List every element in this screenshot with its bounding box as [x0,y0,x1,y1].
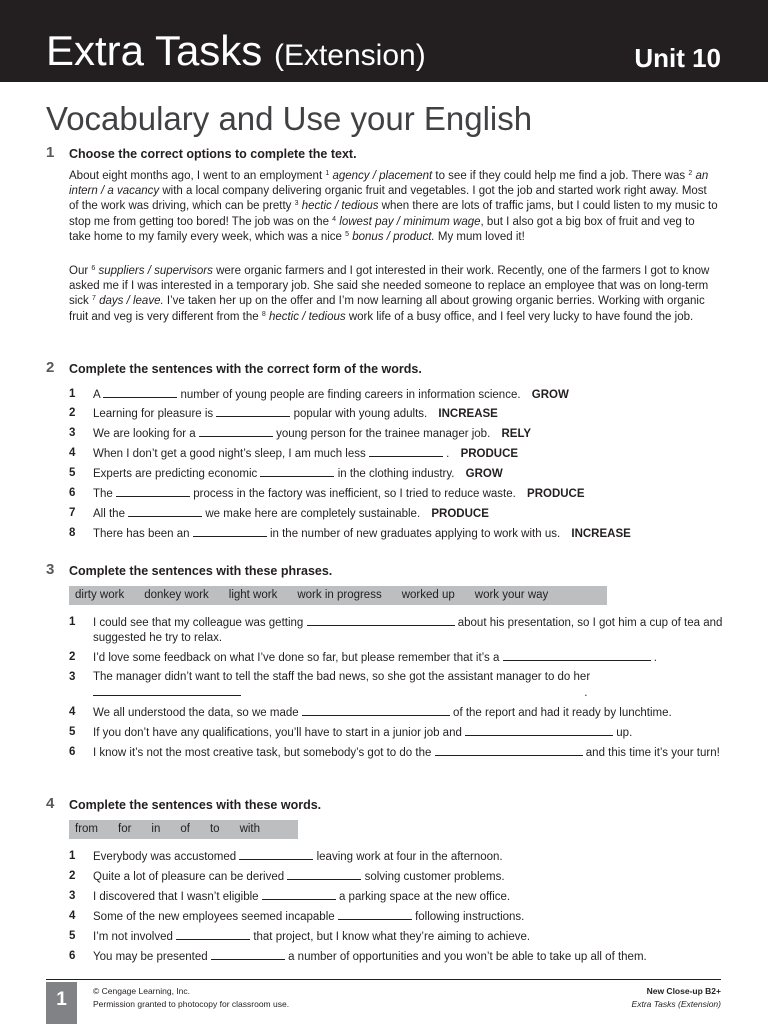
answer-blank[interactable] [216,406,290,417]
answer-blank[interactable] [338,909,412,920]
answer-blank[interactable] [103,387,177,398]
word-option: to [209,823,220,835]
exercise-1-number: 1 [46,144,55,161]
answer-blank[interactable] [287,869,361,880]
phrase-option: light work [228,589,278,601]
root-word: PRODUCE [460,448,519,460]
root-word: PRODUCE [527,488,585,500]
answer-blank[interactable] [262,889,336,900]
answer-blank[interactable] [302,705,450,716]
phrase-option: work in progress [297,589,382,601]
phrase-option: work your way [474,589,549,601]
exercise-2-instruction: Complete the sentences with the correct form of the words. [69,362,422,376]
root-word: PRODUCE [431,508,489,520]
answer-blank[interactable] [128,506,202,517]
exercise-1-paragraph-1: About eight months ago, I went to an employment $^1$ agency / placement to see if they could help me find a job. There was $^2$ an intern / a vacancy with a local company delivering organic fruit and vegetables. I got the job and started work right away. Most of the work was driving, which can be pretty $^3$ hectic / tedious when there are lots of traffic jams, but I could listen to my music to stop me from getting too bored! The job was on the $^4$ lowest pay / minimum wage, but I also got a big box of fruit and veg to take home to my family every week, which was a nice $^5$ bonus / product. My mum loved it! [69,170,718,243]
exercise-2-number: 2 [46,359,55,376]
answer-blank[interactable] [239,849,313,860]
answer-blank[interactable] [465,725,613,736]
book-title: New Close-up B2+ [646,986,721,996]
phrase-option: worked up [401,589,455,601]
root-word: INCREASE [438,408,498,420]
phrase-box [69,586,607,605]
word-option: with [239,823,261,835]
answer-blank[interactable] [193,526,267,537]
phrase-option: dirty work [75,589,125,601]
page-header [0,0,768,82]
answer-blank[interactable] [435,745,583,756]
root-word: RELY [501,428,532,440]
root-word: GROW [465,468,503,480]
word-option: for [118,823,132,835]
word-box [69,820,298,839]
unit-label: Unit 10 [634,43,721,73]
footer-section: Extra Tasks (Extension) [631,999,721,1009]
header-subtitle: (Extension) [273,39,426,72]
answer-blank[interactable] [211,949,285,960]
root-word: GROW [531,389,569,401]
exercise-1-instruction: Choose the correct options to complete the text. [69,147,357,161]
exercise-3-instruction: Complete the sentences with these phrases. [69,564,333,578]
root-word: INCREASE [571,528,631,540]
word-option: in [151,823,161,835]
copyright-text: © Cengage Learning, Inc. [93,986,190,996]
exercise-4-instruction: Complete the sentences with these words. [69,798,322,812]
answer-blank[interactable] [307,615,455,626]
section-title: Vocabulary and Use your English [46,100,533,137]
answer-blank[interactable] [503,650,651,661]
header-title-text: Extra Tasks [46,27,263,74]
permission-text: Permission granted to photocopy for classroom use. [93,999,290,1009]
answer-blank[interactable] [176,929,250,940]
word-option: of [180,823,190,835]
exercise-4-number: 4 [46,795,55,812]
phrase-option: donkey work [144,589,209,601]
word-option: from [75,823,98,835]
answer-blank[interactable] [116,486,190,497]
exercise-1-paragraph-2: Our $^6$ suppliers / supervisors were organic farmers and I got interested in their work. Recently, one of the farmers I got to know asked me if I was interested in a temporary job. She said she needed someone to replace an employee that was on long-term sick $^7$ days / leave. I’ve taken her up on the offer and I’m now learning all about growing organic berries. Working with organic fruit and veg is very different from the $^8$ hectic / tedious work life of a busy office, and I feel very lucky to have found the job. [69,265,710,323]
page-number: 1 [46,982,77,1024]
header-title [46,26,426,81]
exercise-3-number: 3 [46,561,55,578]
answer-blank[interactable] [93,685,241,696]
footer-rule [46,979,721,980]
answer-blank[interactable] [199,426,273,437]
answer-blank[interactable] [369,446,443,457]
answer-blank[interactable] [260,466,334,477]
